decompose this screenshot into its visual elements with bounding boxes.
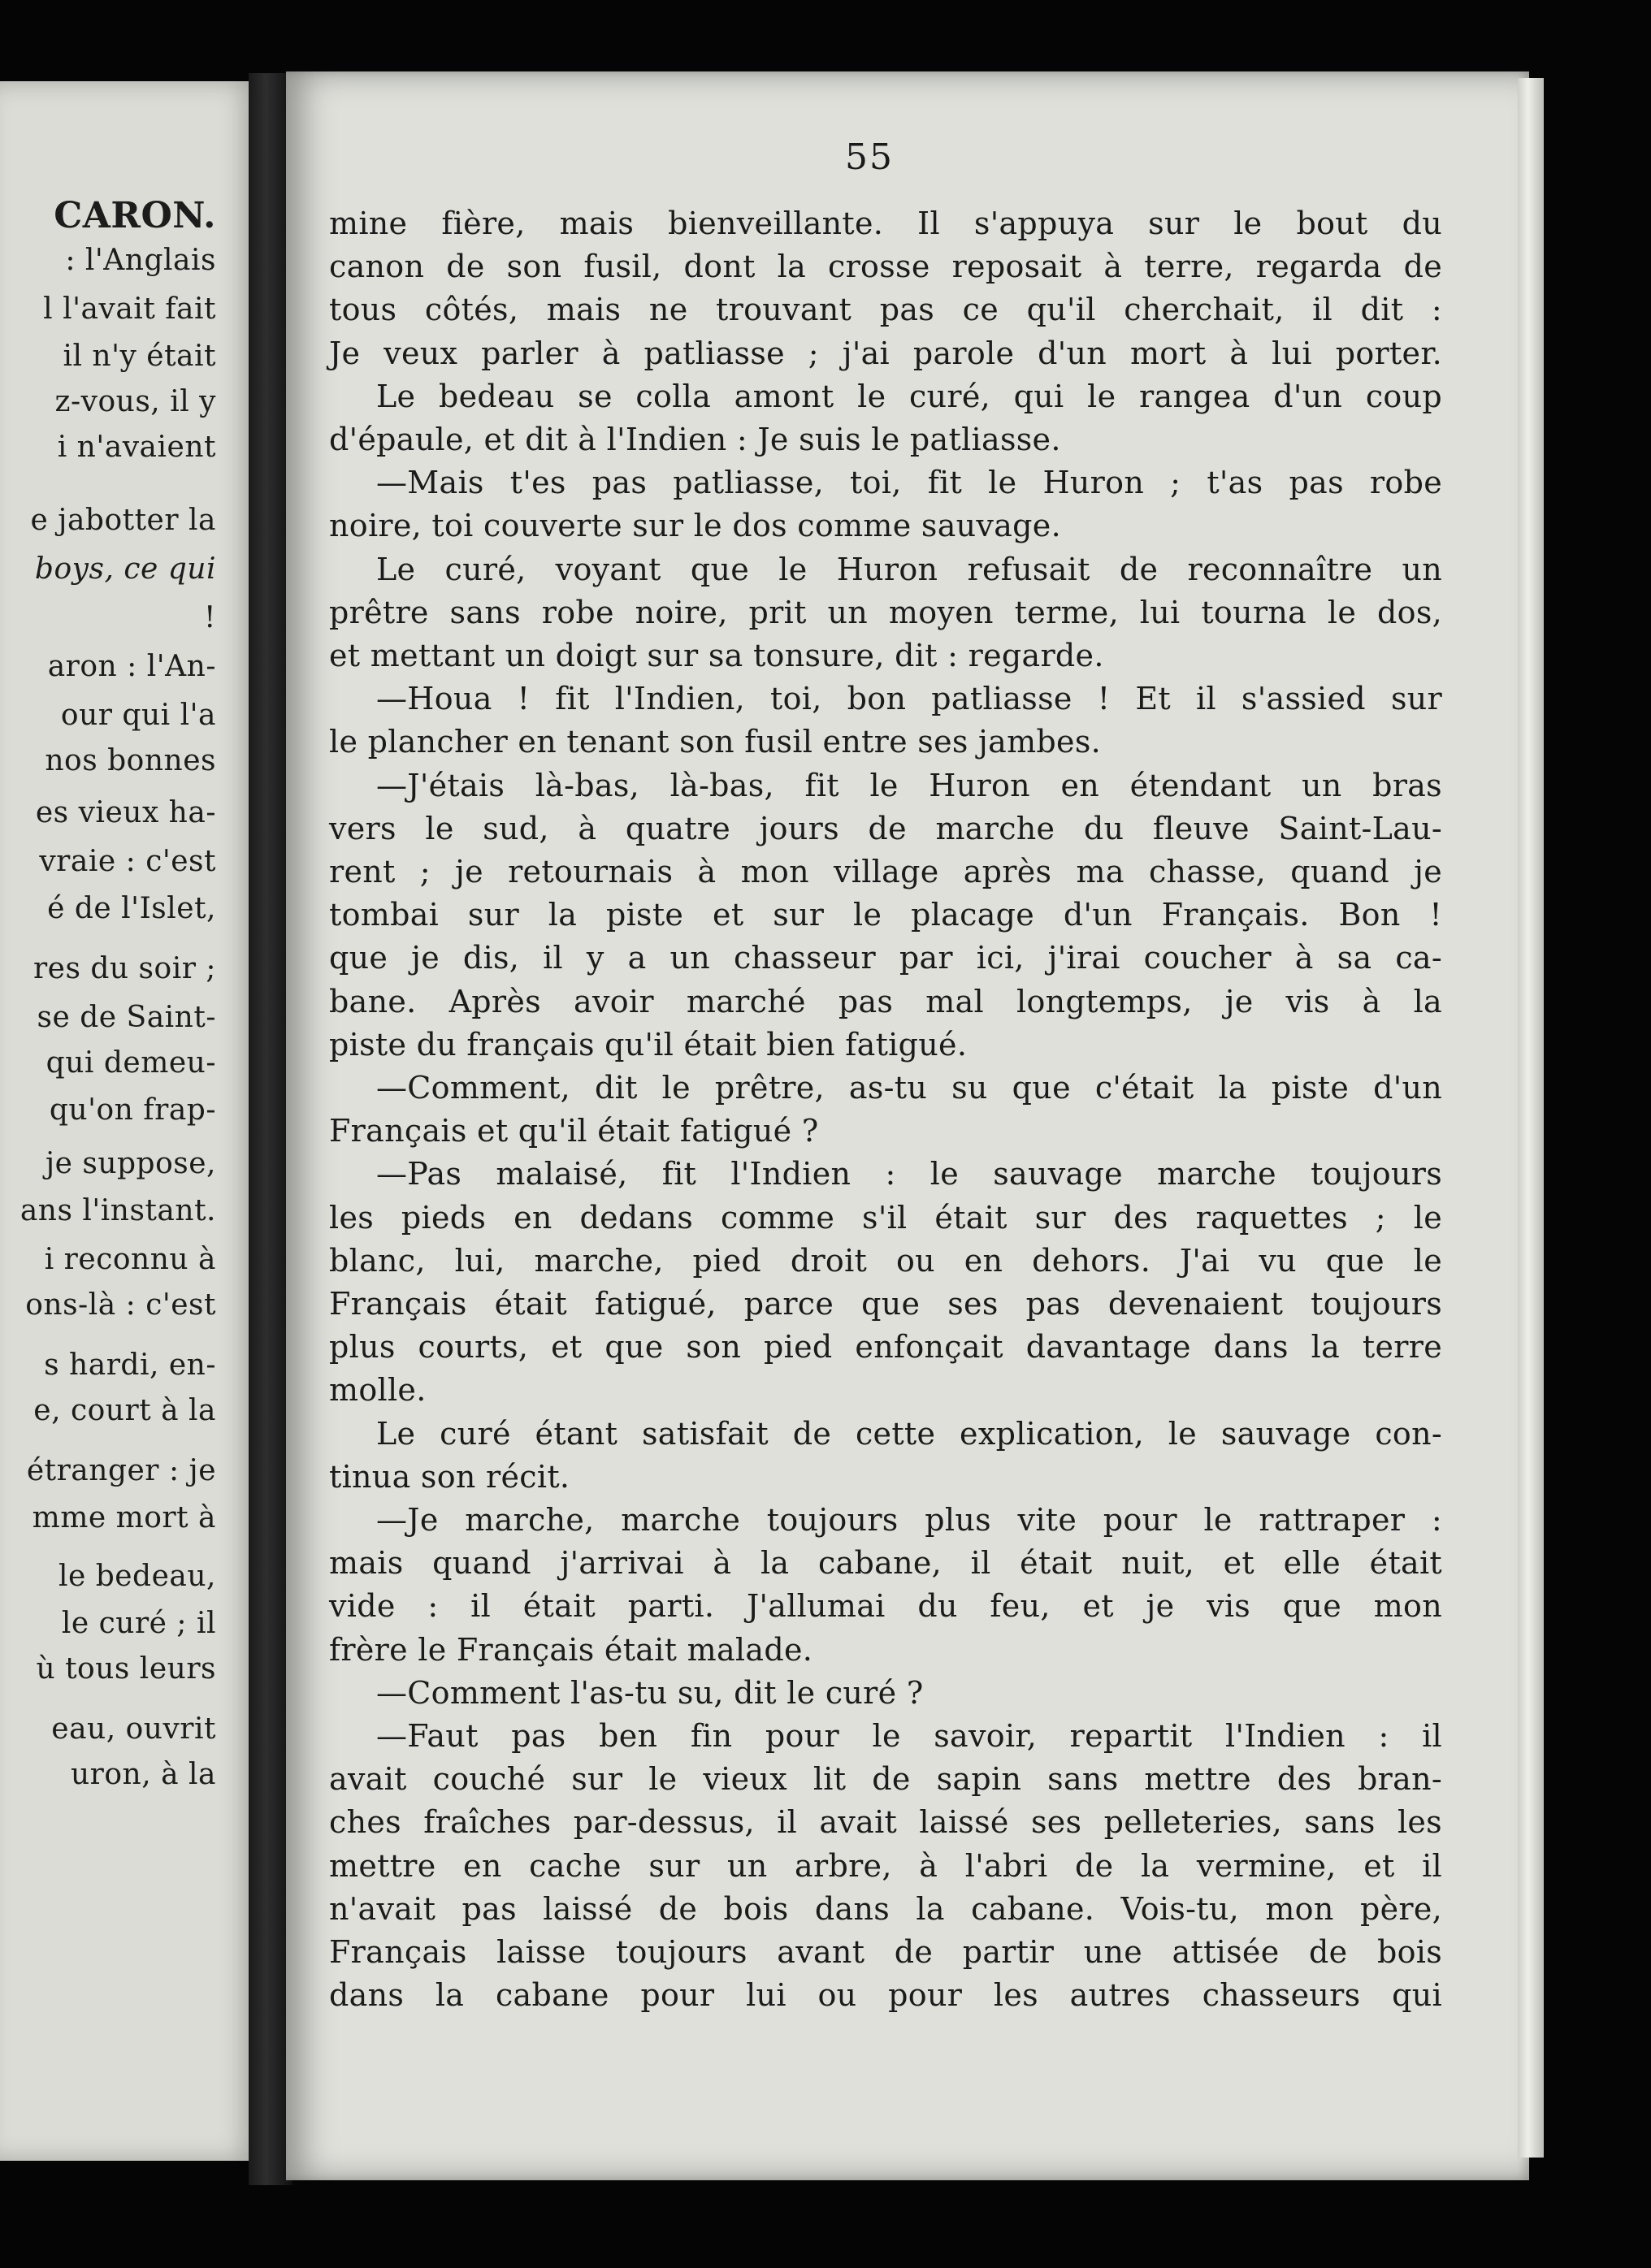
left-page-line: é de l'Islet, <box>47 892 216 925</box>
text-line: tinua son récit. <box>329 1459 570 1495</box>
text-line: dans la cabane pour lui ou pour les autres chasseurs qui <box>329 1977 1442 2013</box>
left-page-line: i n'avaient <box>57 431 216 464</box>
text-line: mais quand j'arrivai à la cabane, il était nuit, et elle était <box>329 1545 1442 1581</box>
page-number: 55 <box>845 136 894 178</box>
left-page-line: e, court à la <box>33 1394 216 1427</box>
left-page-line: il n'y était <box>63 340 216 373</box>
left-page-line: res du soir ; <box>32 952 216 985</box>
left-page-line: i reconnu à <box>44 1243 216 1276</box>
text-line: frère le Français était malade. <box>329 1632 813 1668</box>
text-line: —Faut pas ben fin pour le savoir, repartit l'Indien : il <box>376 1718 1442 1754</box>
left-page-line: se de Saint- <box>37 1001 216 1034</box>
left-page-line: boys, ce qui <box>34 552 216 586</box>
left-page-line: le curé ; il <box>61 1607 216 1640</box>
text-line: rent ; je retournais à mon village après ma chasse, quand je <box>329 854 1442 889</box>
left-page-line: ù tous leurs <box>36 1652 216 1686</box>
text-line: d'épaule, et dit à l'Indien : Je suis le patliasse. <box>329 422 1061 457</box>
left-page-line: our qui l'a <box>60 699 216 732</box>
left-page-line: ons-là : c'est <box>25 1288 216 1322</box>
text-line: vide : il était parti. J'allumai du feu, et je vis que mon <box>329 1588 1442 1624</box>
left-page-heading: CARON. <box>54 195 216 236</box>
text-line: mine fière, mais bienveillante. Il s'appuya sur le bout du <box>329 206 1442 241</box>
text-line: blanc, lui, marche, pied droit ou en dehors. J'ai vu que le <box>329 1243 1442 1279</box>
text-line: les pieds en dedans comme s'il était sur des raquettes ; le <box>329 1200 1442 1236</box>
text-line: n'avait pas laissé de bois dans la cabane. Vois-tu, mon père, <box>329 1891 1442 1927</box>
text-line: Le bedeau se colla amont le curé, qui le rangea d'un coup <box>376 379 1442 414</box>
text-line: bane. Après avoir marché pas mal longtemps, je vis à la <box>329 984 1442 1019</box>
text-line: —Pas malaisé, fit l'Indien : le sauvage marche toujours <box>376 1156 1442 1192</box>
text-line: Français était fatigué, parce que ses pas devenaient toujours <box>329 1286 1442 1322</box>
left-page-line: ans l'instant. <box>20 1194 216 1227</box>
left-page-line: le bedeau, <box>58 1560 216 1593</box>
left-page-line: ! <box>204 601 216 634</box>
text-line: —Comment l'as-tu su, dit le curé ? <box>376 1675 924 1711</box>
text-line: vers le sud, à quatre jours de marche du fleuve Saint-Lau- <box>329 811 1442 846</box>
text-line: avait couché sur le vieux lit de sapin sans mettre des bran- <box>329 1761 1442 1797</box>
left-page-line: z-vous, il y <box>54 385 216 418</box>
previous-page-fragment <box>0 81 258 2161</box>
text-line: Français laisse toujours avant de partir une attisée de bois <box>329 1934 1442 1970</box>
left-page-line: qu'on frap- <box>49 1093 216 1127</box>
text-line: Le curé, voyant que le Huron refusait de reconnaître un <box>376 552 1442 587</box>
left-page-line: étranger : je <box>26 1454 216 1487</box>
left-page-line: eau, ouvrit <box>51 1712 216 1746</box>
text-line: et mettant un doigt sur sa tonsure, dit : regarde. <box>329 638 1104 673</box>
text-line: Français et qu'il était fatigué ? <box>329 1113 819 1149</box>
left-page-line: s hardi, en- <box>44 1348 216 1382</box>
text-line: —Mais t'es pas patliasse, toi, fit le Huron ; t'as pas robe <box>376 465 1442 500</box>
text-line: —Comment, dit le prêtre, as-tu su que c'était la piste d'un <box>376 1070 1442 1106</box>
left-page-line: vraie : c'est <box>39 845 216 878</box>
left-page-line: es vieux ha- <box>35 796 216 829</box>
text-line: plus courts, et que son pied enfonçait davantage dans la terre <box>329 1329 1442 1365</box>
page-edge <box>1518 78 1544 2158</box>
left-page-line: nos bonnes <box>45 744 216 777</box>
text-line: ches fraîches par-dessus, il avait laissé ses pelleteries, sans les <box>329 1804 1442 1840</box>
left-page-line: mme mort à <box>32 1501 216 1534</box>
left-page-line: qui demeu- <box>46 1046 216 1080</box>
text-line: mettre en cache sur un arbre, à l'abri de la vermine, et il <box>329 1848 1442 1884</box>
text-line: —J'étais là-bas, là-bas, fit le Huron en étendant un bras <box>376 768 1442 803</box>
text-line: —Je marche, marche toujours plus vite pour le rattraper : <box>376 1502 1442 1538</box>
text-line: tous côtés, mais ne trouvant pas ce qu'il cherchait, il dit : <box>329 292 1442 327</box>
left-page-line: e jabotter la <box>30 504 216 537</box>
text-line: le plancher en tenant son fusil entre ses jambes. <box>329 724 1102 760</box>
text-line: Je veux parler à patliasse ; j'ai parole d'un mort à lui porter. <box>329 335 1442 371</box>
left-page-line: : l'Anglais <box>65 244 216 277</box>
text-line: piste du français qu'il était bien fatigué. <box>329 1027 968 1063</box>
left-page-line: uron, à la <box>70 1758 216 1791</box>
text-line: —Houa ! fit l'Indien, toi, bon patliasse ! Et il s'assied sur <box>376 681 1442 716</box>
text-line: molle. <box>329 1372 427 1408</box>
left-page-line: l l'avait fait <box>43 292 216 326</box>
text-line: que je dis, il y a un chasseur par ici, j'irai coucher à sa ca- <box>329 940 1442 976</box>
text-line: prêtre sans robe noire, prit un moyen terme, lui tourna le dos, <box>329 595 1442 630</box>
left-page-line: je suppose, <box>45 1147 216 1180</box>
left-page-line: aron : l'An- <box>47 650 216 683</box>
text-line: tombai sur la piste et sur le placage d'un Français. Bon ! <box>329 897 1442 933</box>
text-line: noire, toi couverte sur le dos comme sauvage. <box>329 508 1061 543</box>
text-line: Le curé étant satisfait de cette explication, le sauvage con- <box>376 1416 1442 1452</box>
text-line: canon de son fusil, dont la crosse reposait à terre, regarda de <box>329 249 1442 284</box>
